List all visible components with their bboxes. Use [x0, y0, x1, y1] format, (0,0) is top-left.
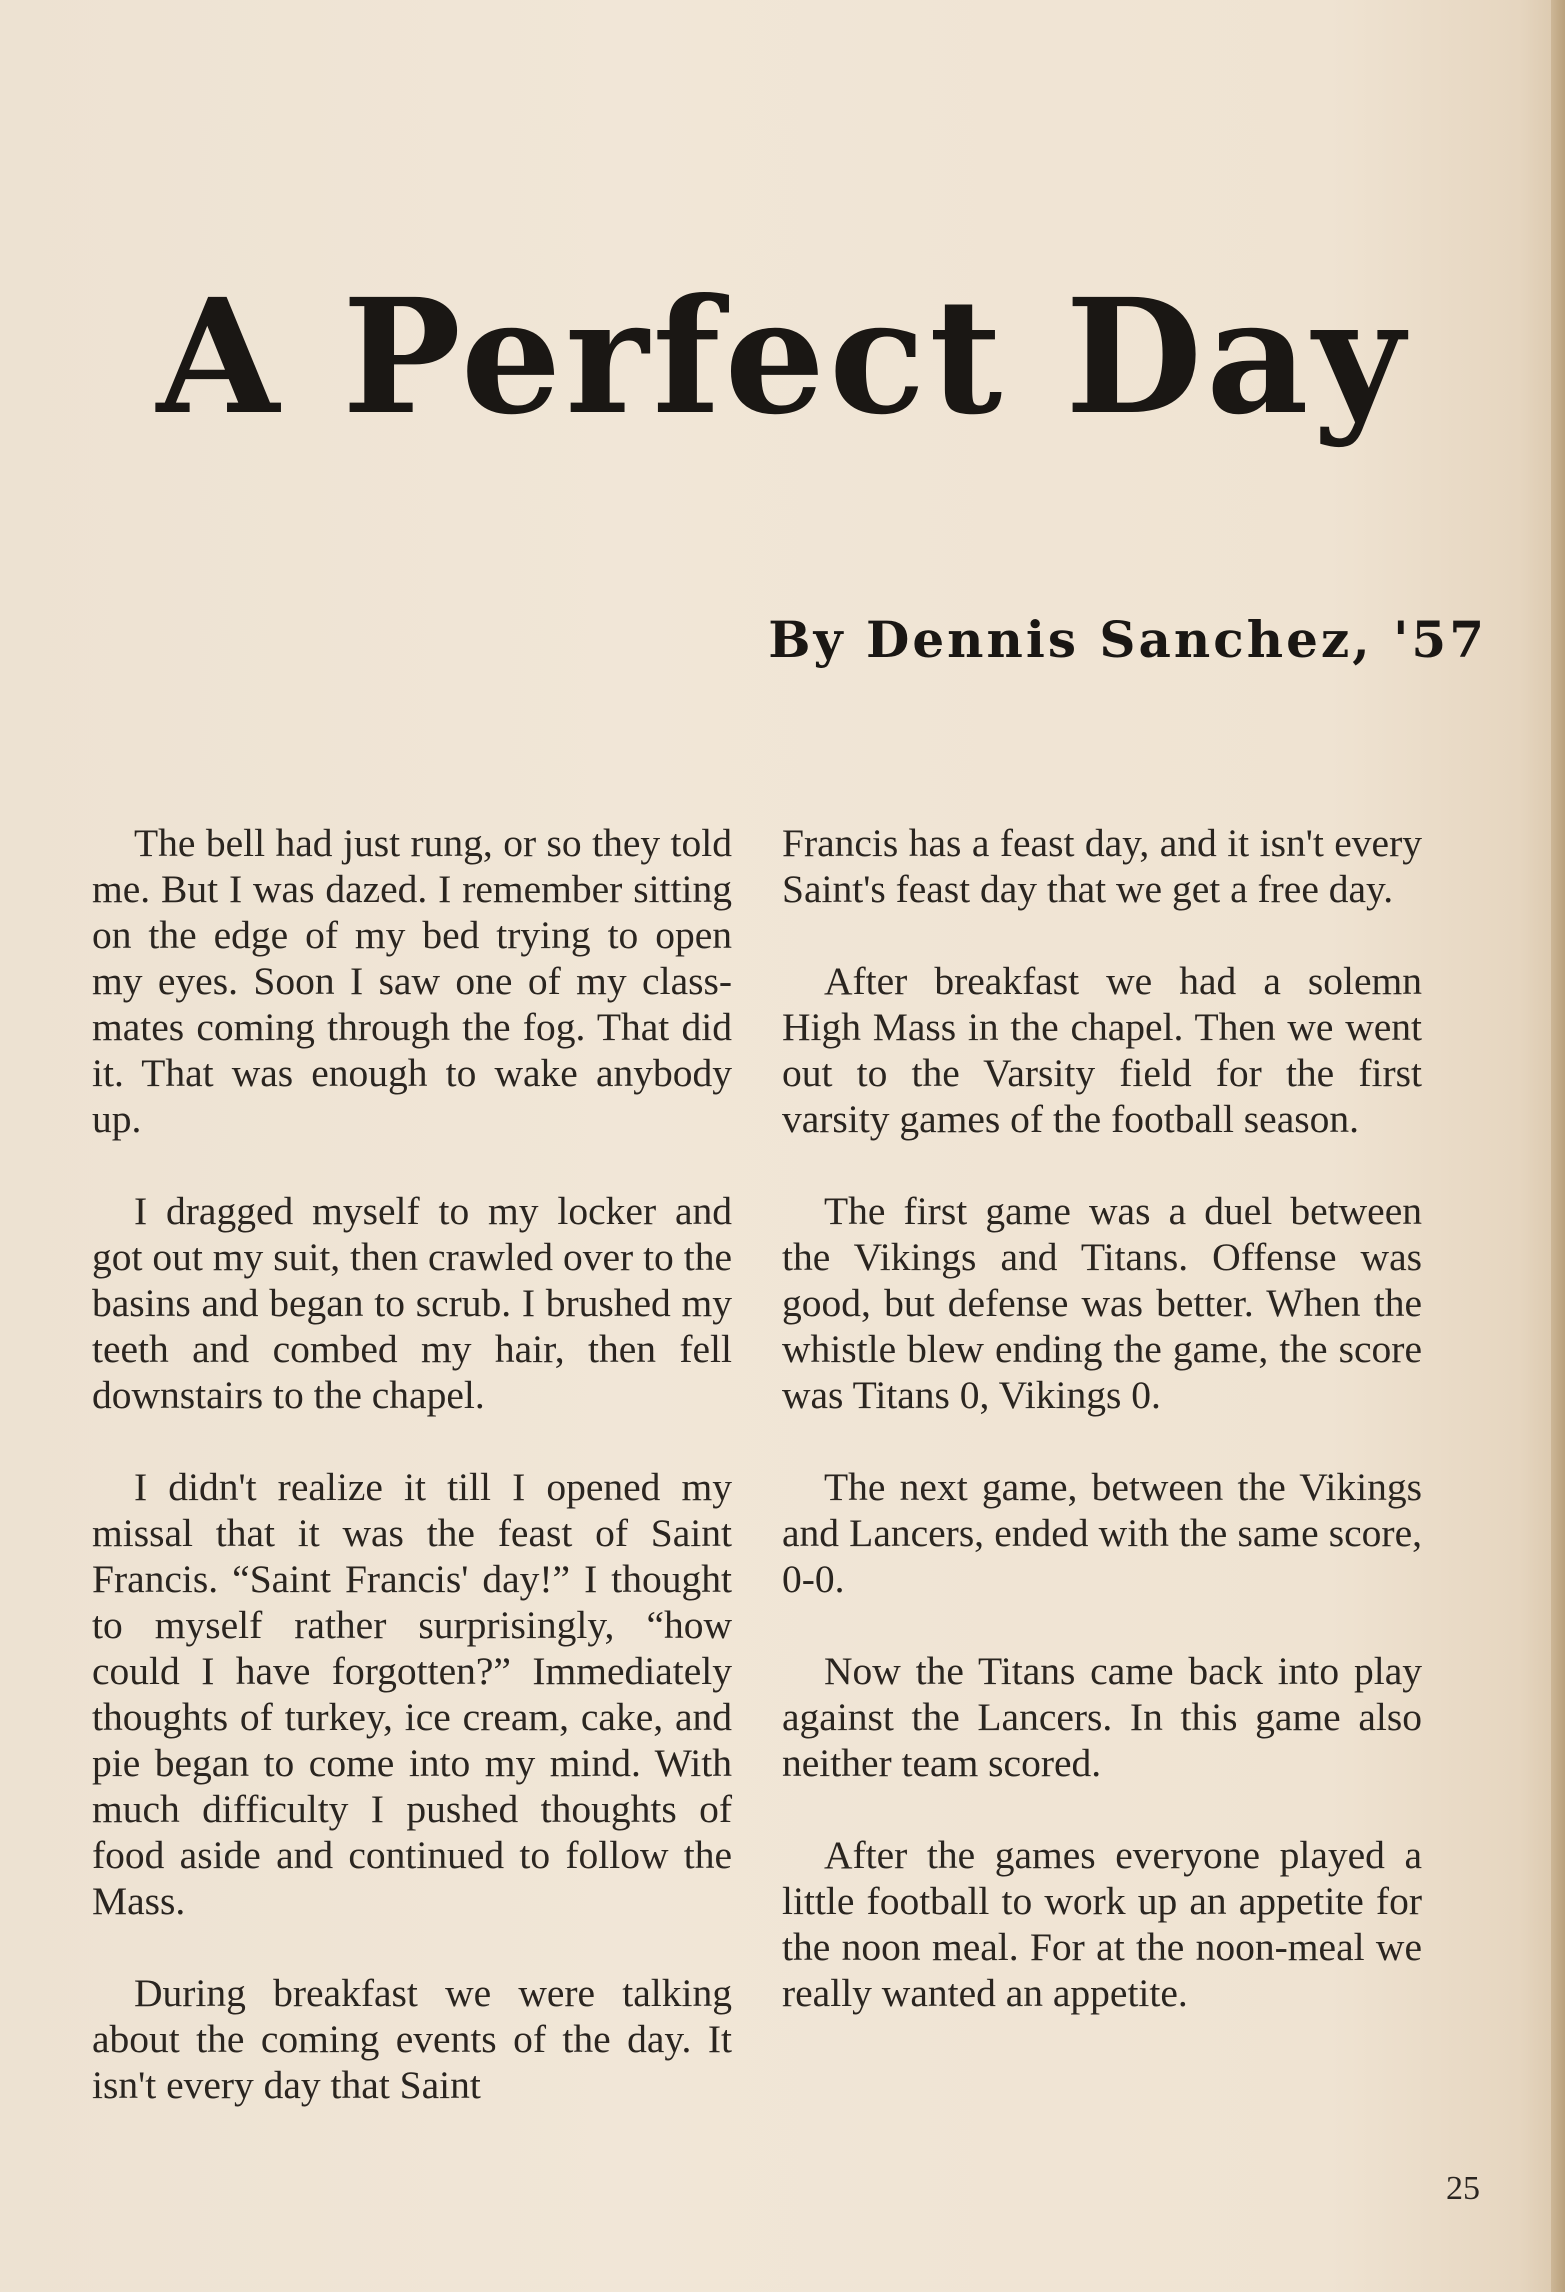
paragraph: During breakfast we were talking about the coming events of the day. It isn't every day that Saint — [92, 1971, 732, 2107]
paragraph-continued: Francis has a feast day, and it isn't every Saint's feast day that we get a free day. — [782, 821, 1422, 911]
paragraph: The bell had just rung, or so they told me. But I was dazed. I remember sitting on the edge of my bed trying to open my eyes. Soon I saw one of my class-mates coming through the fog. That did it. That was enough to wake anybody up. — [92, 821, 732, 1141]
article-title: A Perfect Day — [156, 265, 1409, 450]
paragraph: The next game, between the Vikings and Lancers, ended with the same score, 0-0. — [782, 1465, 1422, 1601]
paragraph: I dragged myself to my locker and got out my suit, then crawled over to the basins and began to scrub. I brushed my teeth and combed my hair, then fell downstairs to the chapel. — [92, 1189, 732, 1417]
paragraph: After the games everyone played a little football to work up an appetite for the noon meal. For at the noon-meal we really wanted an appetite. — [782, 1833, 1422, 2015]
left-column — [92, 820, 732, 2154]
article-byline: By Dennis Sanchez, '57 — [768, 610, 1487, 669]
paragraph: Now the Titans came back into play against the Lancers. In this game also neither team scored. — [782, 1649, 1422, 1785]
paragraph: The first game was a duel between the Vikings and Titans. Offense was good, but defense was better. When the whistle blew ending the game, the score was Titans 0, Vikings 0. — [782, 1189, 1422, 1417]
right-column — [782, 820, 1422, 2062]
paragraph: After breakfast we had a solemn High Mass in the chapel. Then we went out to the Varsity field for the first varsity games of the football season. — [782, 959, 1422, 1141]
page-number: 25 — [1446, 2170, 1480, 2207]
paragraph: I didn't realize it till I opened my missal that it was the feast of Saint Francis. “Saint Francis' day!” I thought to myself rather surprisingly, “how could I have forgotten?” Immediately thoughts of turkey, ice cream, cake, and pie began to come into my mind. With much difficulty I pushed thoughts of food aside and continued to follow the Mass. — [92, 1465, 732, 1923]
